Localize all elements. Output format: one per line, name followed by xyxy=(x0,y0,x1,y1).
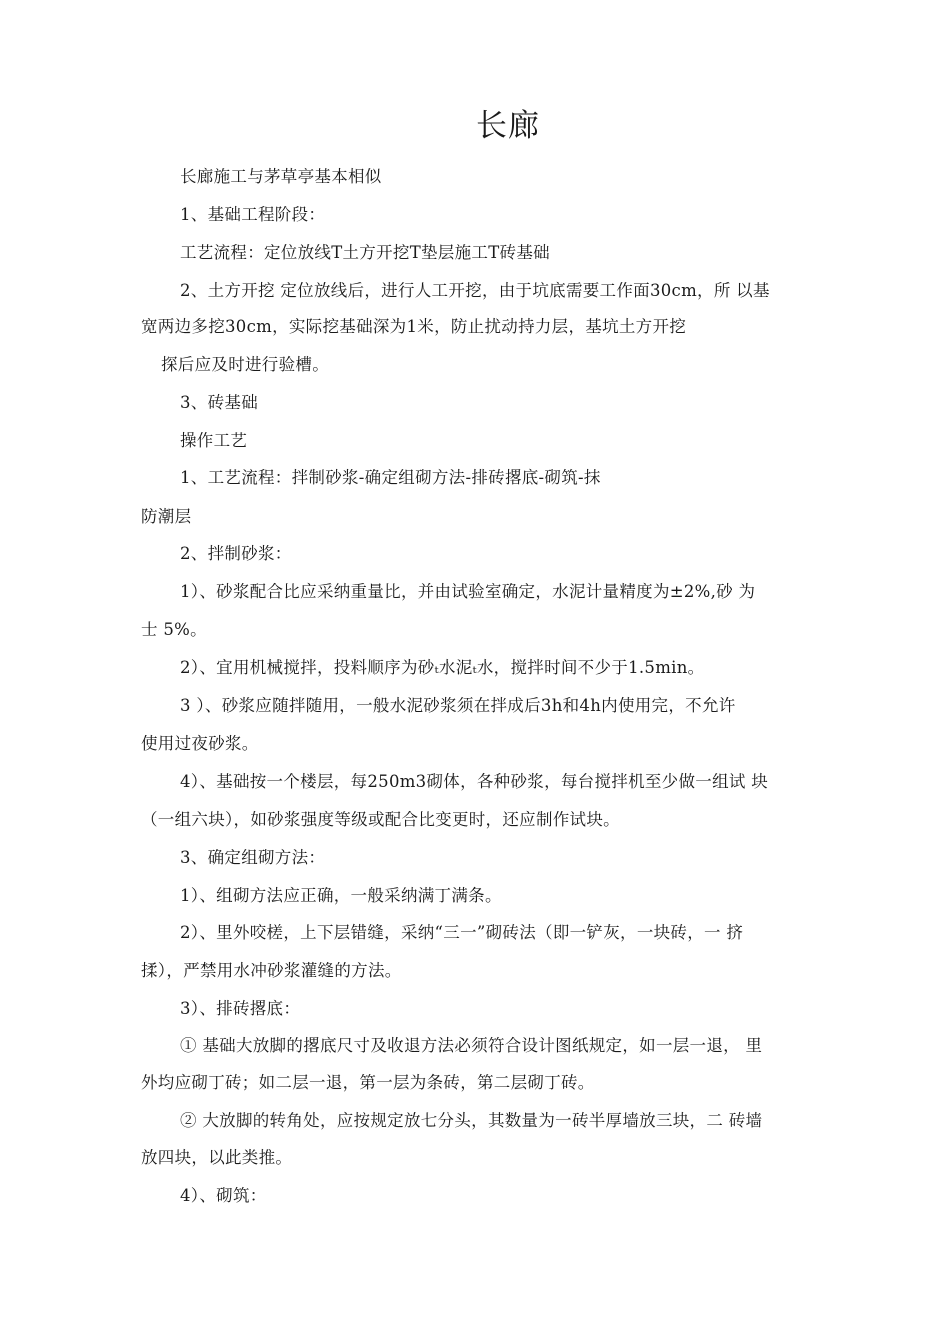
paragraph-line: ① 基础大放脚的撂底尺寸及收退方法必须符合设计图纸规定，如一层一退， 里 xyxy=(180,1036,763,1055)
paragraph-line: 放四块，以此类推。 xyxy=(141,1148,293,1167)
paragraph-line: 2）、里外咬槎，上下层错缝，采纳“三一”砌砖法（即一铲灰，一块砖，一 挤 xyxy=(180,923,744,942)
paragraph-line: 4）、基础按一个楼层，每250m3砌体，各种砂浆，每台搅拌机至少做一组试 块 xyxy=(180,772,769,791)
paragraph-line: 防潮层 xyxy=(141,507,192,526)
paragraph-line: 2、拌制砂浆： xyxy=(180,544,292,563)
paragraph-line: ② 大放脚的转角处，应按规定放七分头，其数量为一砖半厚墙放三块，二 砖墙 xyxy=(180,1111,763,1130)
paragraph-line: 长廊施工与茅草亭基本相似 xyxy=(180,167,382,186)
paragraph-line: 4）、砌筑： xyxy=(180,1186,267,1205)
paragraph-line: 1、基础工程阶段： xyxy=(180,205,326,224)
paragraph-line: 3、确定组砌方法： xyxy=(180,848,326,867)
paragraph-line: （一组六块），如砂浆强度等级或配合比变更时，还应制作试块。 xyxy=(141,810,620,829)
paragraph-line: 揉），严禁用水冲砂浆灌缝的方法。 xyxy=(141,961,402,980)
paragraph-line: 3）、排砖撂底： xyxy=(180,999,301,1018)
paragraph-line: 宽两边多挖30cm，实际挖基础深为1米，防止扰动持力层，基坑土方开挖 xyxy=(141,317,687,336)
paragraph-line: 外均应砌丁砖；如二层一退，第一层为条砖，第二层砌丁砖。 xyxy=(141,1073,595,1092)
paragraph-line: 2、土方开挖 定位放线后，进行人工开挖，由于坑底需要工作面30cm，所 以基 xyxy=(180,281,770,300)
paragraph-line: 2）、宜用机械搅拌，投料顺序为砂ₜ水泥ₜ水，搅拌时间不少于1.5min。 xyxy=(180,658,705,677)
paragraph-line: 3 ）、砂浆应随拌随用，一般水泥砂浆须在拌成后3h和4h内使用完，不允许 xyxy=(180,696,736,715)
paragraph-line: 操作工艺 xyxy=(180,431,248,450)
paragraph-line: 工艺流程：定位放线T土方开挖T垫层施工T砖基础 xyxy=(180,243,550,262)
paragraph-line: 探后应及时进行验槽。 xyxy=(161,355,329,374)
paragraph-line: 1、工艺流程：拌制砂浆-确定组砌方法-排砖撂底-砌筑-抹 xyxy=(180,468,601,487)
paragraph-line: 士 5%。 xyxy=(141,620,207,639)
paragraph-line: 1）、组砌方法应正确，一般采纳满丁满条。 xyxy=(180,886,502,905)
paragraph-line: 1）、砂浆配合比应采纳重量比，并由试验室确定，水泥计量精度为±2%,砂 为 xyxy=(180,582,756,601)
paragraph-line: 3、砖基础 xyxy=(180,393,258,412)
paragraph-line: 使用过夜砂浆。 xyxy=(141,734,259,753)
document-title: 长廊 xyxy=(476,108,540,144)
